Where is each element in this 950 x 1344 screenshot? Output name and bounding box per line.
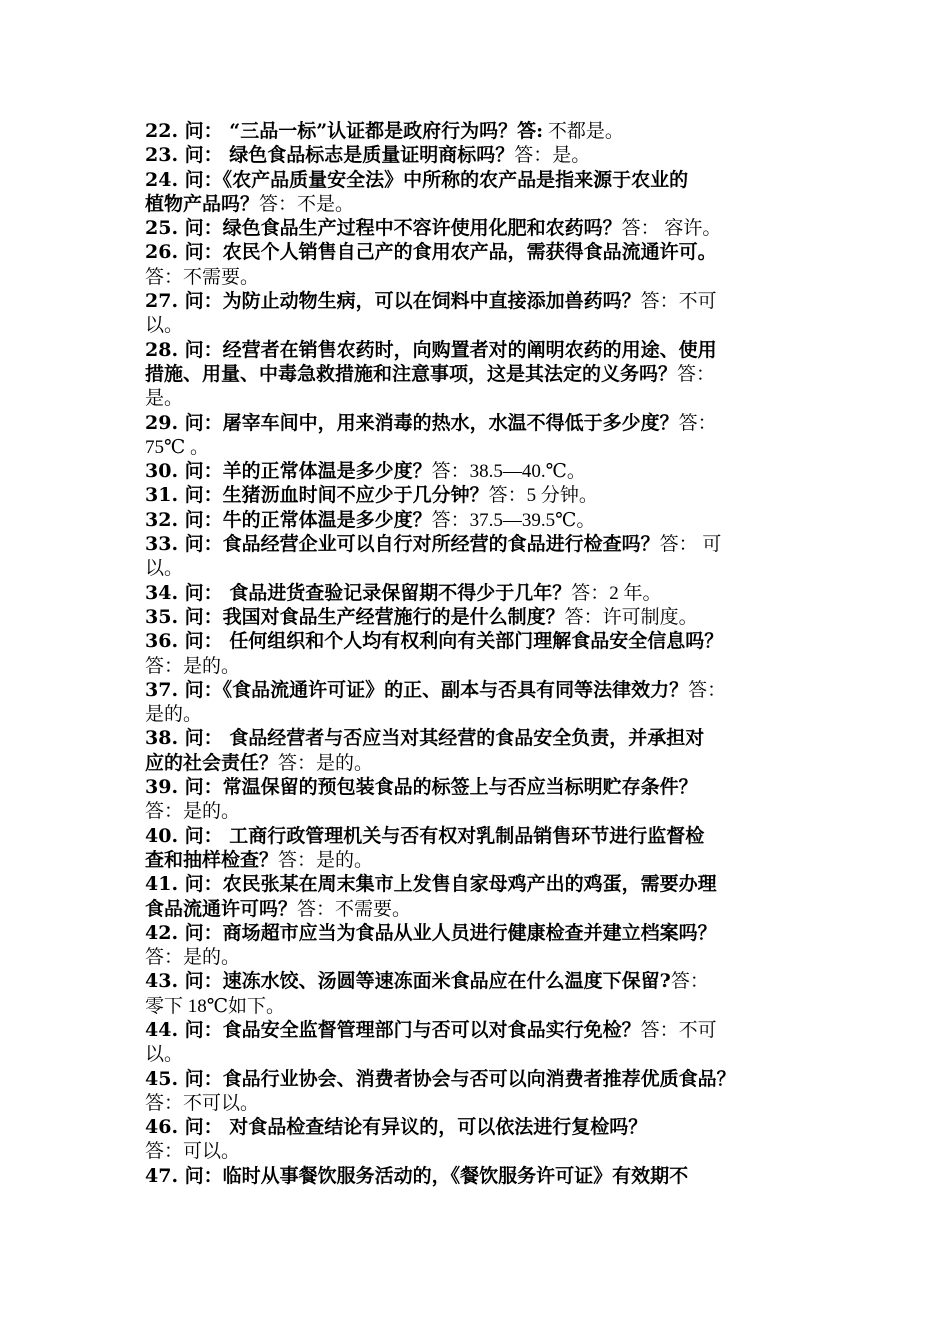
question-text: 44. 问：食品安全监督管理部门与否可以对食品实行免检？ [145, 1018, 641, 1041]
question-text: 23. 问： 绿色食品标志是质量证明商标吗？ [145, 144, 515, 167]
question-text: 26. 问：农民个人销售自己产的食用农产品，需获得食品流通许可。 [145, 241, 717, 264]
text-line [145, 969, 820, 993]
question-text: 47. 问：临时从事餐饮服务活动的，《餐饮服务许可证》有效期不 [145, 1164, 689, 1187]
question-text: 27. 问：为防止动物生病，可以在饲料中直接添加兽药吗？ [145, 290, 641, 313]
answer-text: 答：是的。 [278, 752, 374, 774]
text-line [145, 1091, 820, 1115]
answer-text: 答：是的。 [145, 947, 241, 969]
text-line [145, 362, 820, 386]
text-line [145, 483, 820, 507]
answer-text: 以。 [145, 1044, 184, 1066]
answer-text: 是的。 [145, 704, 203, 726]
text-line [145, 556, 820, 580]
question-text: 39. 问：常温保留的预包装食品的标签上与否应当标明贮存条件？ [145, 776, 698, 799]
text-line [145, 119, 820, 143]
answer-text: 不都是。 [543, 121, 624, 142]
question-text: 38. 问： 食品经营者与否应当对其经营的食品安全负责，并承担对 [145, 727, 705, 750]
answer-text: 答： [688, 679, 727, 701]
question-text: 35. 问：我国对食品生产经营施行的是什么制度？ [145, 605, 565, 628]
question-text: 32. 问：牛的正常体温是多少度？ [145, 508, 432, 531]
answer-text: 以。 [145, 558, 184, 580]
text-line [145, 386, 820, 410]
answer-text: 答：不需要。 [145, 266, 260, 288]
question-text: 33. 问：食品经营企业可以自行对所经营的食品进行检查吗？ [145, 533, 660, 556]
question-text: 43. 问：速冻水饺、汤圆等速冻面米食品应在什么温度下保留? [145, 970, 671, 993]
question-text: 24. 问：《农产品质量安全法》中所称的农产品是指来源于农业的 [145, 168, 689, 191]
text-line [145, 775, 820, 799]
text-line [145, 702, 820, 726]
answer-text: 答：不是。 [259, 193, 355, 215]
question-text: 40. 问： 工商行政管理机关与否有权对乳制品销售环节进行监督检 [145, 824, 705, 847]
answer-text: 答： [677, 363, 716, 385]
answer-text: 答：许可制度。 [564, 606, 698, 628]
text-line [145, 265, 820, 289]
text-line [145, 1067, 820, 1091]
answer-text: 答： [670, 971, 709, 993]
text-line [145, 289, 820, 313]
text-line [145, 411, 820, 435]
text-line [145, 216, 820, 240]
question-text: 37. 问：《食品流通许可证》的正、副本与否具有同等法律效力？ [145, 678, 689, 701]
text-line [145, 994, 820, 1018]
text-line [145, 338, 820, 362]
answer-text: 答：不可以。 [145, 1092, 260, 1114]
text-line [145, 1018, 820, 1042]
answer-text: 答：2 年。 [571, 582, 662, 604]
text-line [145, 654, 820, 678]
answer-text: 答：是的。 [145, 655, 241, 677]
answer-text: 答：是的。 [145, 801, 241, 823]
answer-text: 答：37.5—39.5℃。 [431, 509, 596, 531]
text-line [145, 240, 820, 264]
text-line [145, 532, 820, 556]
question-text: 31. 问：生猪沥血时间不应少于几分钟？ [145, 484, 489, 507]
text-line [145, 605, 820, 629]
answer-text: 答：5 分钟。 [488, 485, 598, 507]
answer-text: 答：可以。 [145, 1141, 241, 1163]
text-line [145, 824, 820, 848]
text-line [145, 726, 820, 750]
question-text: 34. 问： 食品进货查验记录保留期不得少于几年？ [145, 581, 572, 604]
text-line [145, 1139, 820, 1163]
question-text: 查和抽样检查？ [145, 848, 279, 871]
answer-text: 答：是的。 [278, 849, 374, 871]
document-page [145, 119, 820, 1188]
question-text: 30. 问：羊的正常体温是多少度？ [145, 460, 432, 483]
text-line [145, 678, 820, 702]
text-line [145, 1042, 820, 1066]
text-line [145, 629, 820, 653]
answer-text: 零下 18℃如下。 [145, 995, 286, 1017]
question-text: 42. 问：商场超市应当为食品从业人员进行健康检查并建立档案吗？ [145, 921, 717, 944]
text-line [145, 799, 820, 823]
question-text: 22. 问： “三品一标”认证都是政府行为吗？答: [145, 120, 544, 142]
text-line [145, 143, 820, 167]
text-line [145, 751, 820, 775]
question-text: 45. 问：食品行业协会、消费者协会与否可以向消费者推荐优质食品？ [145, 1067, 736, 1090]
text-line [145, 872, 820, 896]
answer-text: 答： [678, 412, 717, 434]
text-line [145, 508, 820, 532]
question-text: 46. 问： 对食品检查结论有异议的，可以依法进行复检吗？ [145, 1116, 648, 1139]
answer-text: 答： 容许。 [621, 218, 722, 240]
question-text: 41. 问：农民张某在周末集市上发售自家母鸡产出的鸡蛋，需要办理 [145, 873, 717, 896]
question-text: 食品流通许可吗？ [145, 897, 298, 920]
text-line [145, 581, 820, 605]
answer-text: 答：38.5—40.℃。 [431, 461, 586, 483]
question-text: 应的社会责任？ [145, 751, 279, 774]
question-text: 25. 问：绿色食品生产过程中不容许使用化肥和农药吗？ [145, 217, 622, 240]
answer-text: 答：不可 [640, 1019, 717, 1041]
text-line [145, 192, 820, 216]
text-line [145, 435, 820, 459]
text-line [145, 459, 820, 483]
question-text: 28. 问：经营者在销售农药时，向购置者对的阐明农药的用途、使用 [145, 338, 717, 361]
answer-text: 是。 [145, 388, 184, 410]
answer-text: 答：不可 [640, 291, 717, 313]
text-line [145, 1164, 820, 1188]
answer-text: 答： 可 [659, 534, 722, 556]
text-line [145, 921, 820, 945]
text-line [145, 897, 820, 921]
text-line [145, 313, 820, 337]
answer-text: 75℃ 。 [145, 436, 210, 458]
question-text: 措施、用量、中毒急救措施和注意事项，这是其法定的义务吗？ [145, 362, 678, 385]
question-text: 36. 问： 任何组织和个人均有权利向有关部门理解食品安全信息吗？ [145, 630, 724, 653]
question-text: 29. 问：屠宰车间中，用来消毒的热水，水温不得低于多少度？ [145, 411, 679, 434]
answer-text: 答：不需要。 [297, 898, 412, 920]
answer-text: 答：是。 [514, 145, 591, 167]
text-line [145, 945, 820, 969]
answer-text: 以。 [145, 315, 184, 337]
text-line [145, 848, 820, 872]
question-text: 植物产品吗？ [145, 192, 260, 215]
text-line [145, 1115, 820, 1139]
text-line [145, 168, 820, 192]
